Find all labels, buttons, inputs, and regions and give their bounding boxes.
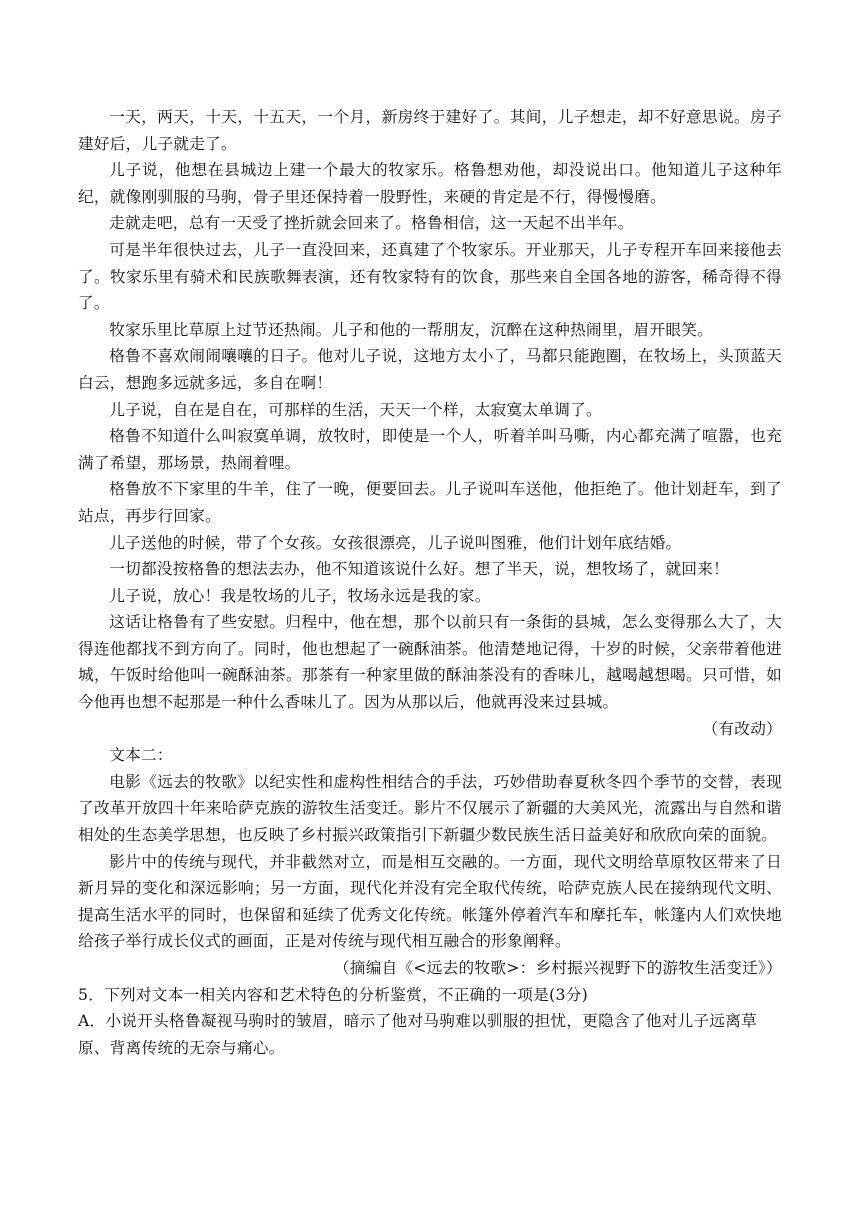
text2-paragraph-2: 影片中的传统与现代，并非截然对立，而是相互交融的。一方面，现代文明给草原牧区带来了日新月异的变化和深远影响；另一方面，现代化并没有完全取代传统，哈萨克族人民在接纳现代文明、提高生活水平的同时，也保留和延续了优秀文化传统。帐篷外停着汽车和摩托车，帐篷内人们欢快地给孩子举行成长仪式的画面，正是对传统与现代相互融合的形象阐释。 [78,852,782,951]
text1-paragraph-4: 可是半年很快过去，儿子一直没回来，还真建了个牧家乐。开业那天，儿子专程开车回来接他去了。牧家乐里有骑术和民族歌舞表演，还有牧家特有的饮食，那些来自全国各地的游客，稀奇得不得了。 [78,240,782,313]
text1-paragraph-10: 儿子送他的时候，带了个女孩。女孩很漂亮，儿子说叫图雅，他们计划年底结婚。 [109,533,682,552]
text1-paragraph-11: 一切都没按格鲁的想法去办，他不知道该说什么好。想了半天，说，想牧场了，就回来！ [109,560,730,579]
text1-paragraph-6: 格鲁不喜欢闹闹嚷嚷的日子。他对儿子说，这地方太小了，马都只能跑圈，在牧场上，头顶蓝天白云，想跑多远就多远，多自在啊！ [78,347,782,392]
text1-paragraph-7: 儿子说，自在是自在，可那样的生活，天天一个样，太寂寞太单调了。 [109,400,602,419]
text1-paragraph-3: 走就走吧，总有一天受了挫折就会回来了。格鲁相信，这一天起不出半年。 [109,214,634,233]
text1-adaptation-note: （有改动） [702,719,782,738]
text2-heading: 文本二： [109,746,173,765]
text2-paragraph-1: 电影《远去的牧歌》以纪实性和虚构性相结合的手法，巧妙借助春夏秋冬四个季节的交替，表现了改革开放四十年来哈萨克族的游牧生活变迁。影片不仅展示了新疆的大美风光，流露出与自然和谐相处的生态美学思想，也反映了乡村振兴政策指引下新疆少数民族生活日益美好和欣欣向荣的面貌。 [78,772,782,845]
text1-paragraph-2: 儿子说，他想在县城边上建一个最大的牧家乐。格鲁想劝他，却没说出口。他知道儿子这种年纪，就像刚驯服的马驹，骨子里还保持着一股野性，来硬的肯定是不行，得慢慢磨。 [78,161,782,206]
text1-paragraph-5: 牧家乐里比草原上过节还热闹。儿子和他的一帮朋友，沉醉在这种热闹里，眉开眼笑。 [109,320,714,339]
document-page [78,104,782,1061]
question-5-option-a: A．小说开头格鲁凝视马驹时的皱眉，暗示了他对马驹难以驯服的担忧，更隐含了他对儿子远离草原、背离传统的无奈与痛心。 [78,1012,758,1057]
text2-source: （摘编自《<远去的牧歌>：乡村振兴视野下的游牧生活变迁》） [333,959,782,977]
question-5-stem: 5．下列对文本一相关内容和艺术特色的分析鉴赏，不正确的一项是(3分) [78,985,589,1004]
text1-paragraph-12: 儿子说，放心！我是牧场的儿子，牧场永远是我的家。 [109,586,491,605]
text1-paragraph-1: 一天，两天，十天，十五天，一个月，新房终于建好了。其间，儿子想走，却不好意思说。房子建好后，儿子就走了。 [78,108,782,153]
text1-paragraph-9: 格鲁放不下家里的牛羊，住了一晚，便要回去。儿子说叫车送他，他拒绝了。他计划赶车，到了站点，再步行回家。 [78,480,782,525]
text1-paragraph-13: 这话让格鲁有了些安慰。归程中，他在想，那个以前只有一条街的县城，怎么变得那么大了，大得连他都找不到方向了。同时，他也想起了一碗酥油茶。他清楚地记得，十岁的时候，父亲带着他进城，午饭时给他叫一碗酥油茶。那茶有一种家里做的酥油茶没有的香味儿，越喝越想喝。只可惜，如今他再也想不起那是一种什么香味儿了。因为从那以后，他就再没来过县城。 [78,613,782,712]
text1-paragraph-8: 格鲁不知道什么叫寂寞单调，放牧时，即使是一个人，听着羊叫马嘶，内心都充满了喧嚣，也充满了希望，那场景，热闹着哩。 [78,427,782,472]
